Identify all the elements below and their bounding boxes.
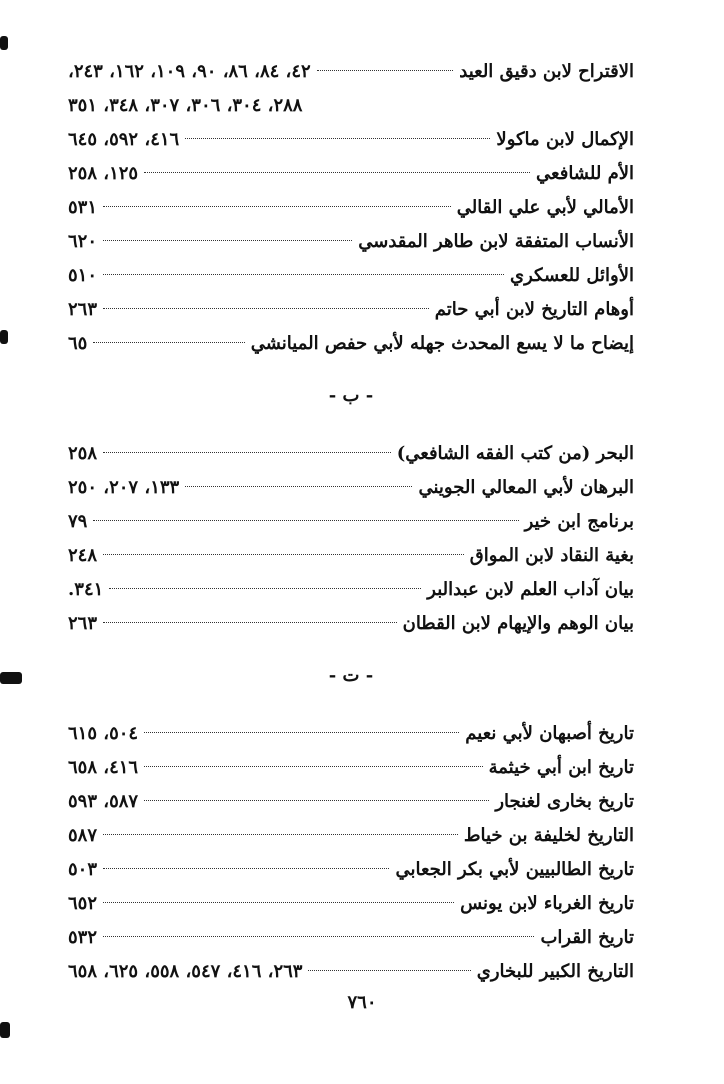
index-section-alif xyxy=(68,55,634,361)
entry-title: تاريخ أصبهان لأبي نعيم xyxy=(465,723,634,744)
entry-title: البرهان لأبي المعالي الجويني xyxy=(418,477,634,498)
entry-title: الأوائل للعسكري xyxy=(509,265,634,286)
index-entry xyxy=(68,191,634,225)
entry-pages: ١٢٥، ٢٥٨ xyxy=(68,163,139,184)
index-entry xyxy=(68,819,634,853)
index-entry xyxy=(68,573,634,607)
entry-pages: ١٣٣، ٢٠٧، ٢٥٠ xyxy=(68,477,180,498)
entry-title: تاريخ ابن أبي خيثمة xyxy=(488,757,634,778)
index-entry xyxy=(68,293,634,327)
leader-dots xyxy=(103,206,451,207)
leader-dots xyxy=(317,70,454,71)
entry-pages: ٤١٦، ٦٥٨ xyxy=(68,757,139,778)
index-entry xyxy=(68,55,634,89)
entry-title: برنامج ابن خير xyxy=(524,511,634,532)
leader-dots xyxy=(308,970,470,971)
entry-pages: ٤٢، ٨٤، ٨٦، ٩٠، ١٠٩، ١٦٢، ٢٤٣، xyxy=(68,61,311,82)
entry-pages: ٢٤٨ xyxy=(68,545,98,566)
entry-title: الأنساب المتفقة لابن طاهر المقدسي xyxy=(358,231,634,252)
leader-dots xyxy=(103,240,352,241)
page-number: ٧٦٠ xyxy=(347,992,377,1013)
index-entry xyxy=(68,539,634,573)
index-entry xyxy=(68,225,634,259)
leader-dots xyxy=(93,520,518,521)
leader-dots xyxy=(103,308,429,309)
index-entry xyxy=(68,717,634,751)
leader-dots xyxy=(103,554,464,555)
entry-pages: ٢٦٣ xyxy=(68,613,98,634)
entry-title: الأمالي لأبي علي القالي xyxy=(456,197,634,218)
leader-dots xyxy=(144,732,459,733)
entry-pages: ٢٥٨ xyxy=(68,443,98,464)
index-entry xyxy=(68,607,634,641)
entry-title: التاريخ لخليفة بن خياط xyxy=(463,825,634,846)
leader-dots xyxy=(144,800,489,801)
index-entry xyxy=(68,157,634,191)
entry-title: التاريخ الكبير للبخاري xyxy=(476,961,634,982)
index-entry xyxy=(68,123,634,157)
entry-pages: ٦٥٢ xyxy=(68,893,98,914)
entry-title: البحر (من كتب الفقه الشافعي) xyxy=(396,443,634,464)
index-section-ba xyxy=(68,437,634,641)
entry-title: بيان آداب العلم لابن عبدالبر xyxy=(427,579,634,600)
entry-title: الإكمال لابن ماكولا xyxy=(496,129,634,150)
entry-title: أوهام التاريخ لابن أبي حاتم xyxy=(434,299,634,320)
entry-title: الاقتراح لابن دقيق العيد xyxy=(459,61,634,82)
entry-pages: ٥٣٢ xyxy=(68,927,98,948)
leader-dots xyxy=(109,588,421,589)
scan-mark xyxy=(0,1022,10,1038)
entry-pages: ٦٥ xyxy=(68,333,88,354)
entry-pages: ٦٢٠ xyxy=(68,231,98,252)
leader-dots xyxy=(103,622,397,623)
entry-pages: ٣٤١. xyxy=(68,579,104,600)
index-entry xyxy=(68,751,634,785)
entry-title: الأم للشافعي xyxy=(536,163,634,184)
scan-mark xyxy=(0,672,22,684)
entry-pages: ٢٦٣ xyxy=(68,299,98,320)
index-entry xyxy=(68,887,634,921)
index-entry xyxy=(68,921,634,955)
scan-mark xyxy=(0,36,8,50)
entry-pages: ٥٠٤، ٦١٥ xyxy=(68,723,139,744)
scan-mark xyxy=(0,330,8,344)
leader-dots xyxy=(144,172,530,173)
leader-dots xyxy=(103,902,454,903)
index-entry xyxy=(68,327,634,361)
leader-dots xyxy=(103,452,391,453)
entry-title: تاريخ الطالبيين لأبي بكر الجعابي xyxy=(395,859,634,880)
leader-dots xyxy=(103,936,534,937)
index-entry-continuation xyxy=(68,89,634,123)
entry-pages: ٥١٠ xyxy=(68,265,98,286)
leader-dots xyxy=(93,342,244,343)
entry-pages: ٢٨٨، ٣٠٤، ٣٠٦، ٣٠٧، ٣٤٨، ٣٥١ xyxy=(68,95,303,116)
entry-pages: ٤١٦، ٥٩٢، ٦٤٥ xyxy=(68,129,180,150)
entry-pages: ٢٦٣، ٤١٦، ٥٤٧، ٥٥٨، ٦٢٥، ٦٥٨ xyxy=(68,961,303,982)
index-entry xyxy=(68,955,634,989)
index-entry xyxy=(68,505,634,539)
entry-title: تاريخ بخارى لغنجار xyxy=(495,791,634,812)
index-page xyxy=(68,55,634,989)
leader-dots xyxy=(103,834,458,835)
index-entry xyxy=(68,259,634,293)
entry-title: بيان الوهم والإيهام لابن القطان xyxy=(402,613,634,634)
entry-pages: ٥٠٣ xyxy=(68,859,98,880)
section-heading-ba: - ب - xyxy=(328,385,374,406)
leader-dots xyxy=(185,138,490,139)
entry-title: بغية النقاد لابن المواق xyxy=(469,545,634,566)
index-entry xyxy=(68,785,634,819)
entry-pages: ٥٨٧، ٥٩٣ xyxy=(68,791,139,812)
entry-pages: ٧٩ xyxy=(68,511,88,532)
leader-dots xyxy=(103,274,504,275)
index-entry xyxy=(68,471,634,505)
index-entry xyxy=(68,853,634,887)
section-heading-ta: - ت - xyxy=(328,665,374,686)
entry-pages: ٥٨٧ xyxy=(68,825,98,846)
entry-title: تاريخ الغرباء لابن يونس xyxy=(460,893,634,914)
index-section-ta xyxy=(68,717,634,989)
leader-dots xyxy=(185,486,412,487)
entry-title: تاريخ القراب xyxy=(540,927,634,948)
leader-dots xyxy=(103,868,389,869)
entry-pages: ٥٣١ xyxy=(68,197,98,218)
leader-dots xyxy=(144,766,483,767)
index-entry xyxy=(68,437,634,471)
entry-title: إيضاح ما لا يسع المحدث جهله لأبي حفص الميانشي xyxy=(250,333,634,354)
